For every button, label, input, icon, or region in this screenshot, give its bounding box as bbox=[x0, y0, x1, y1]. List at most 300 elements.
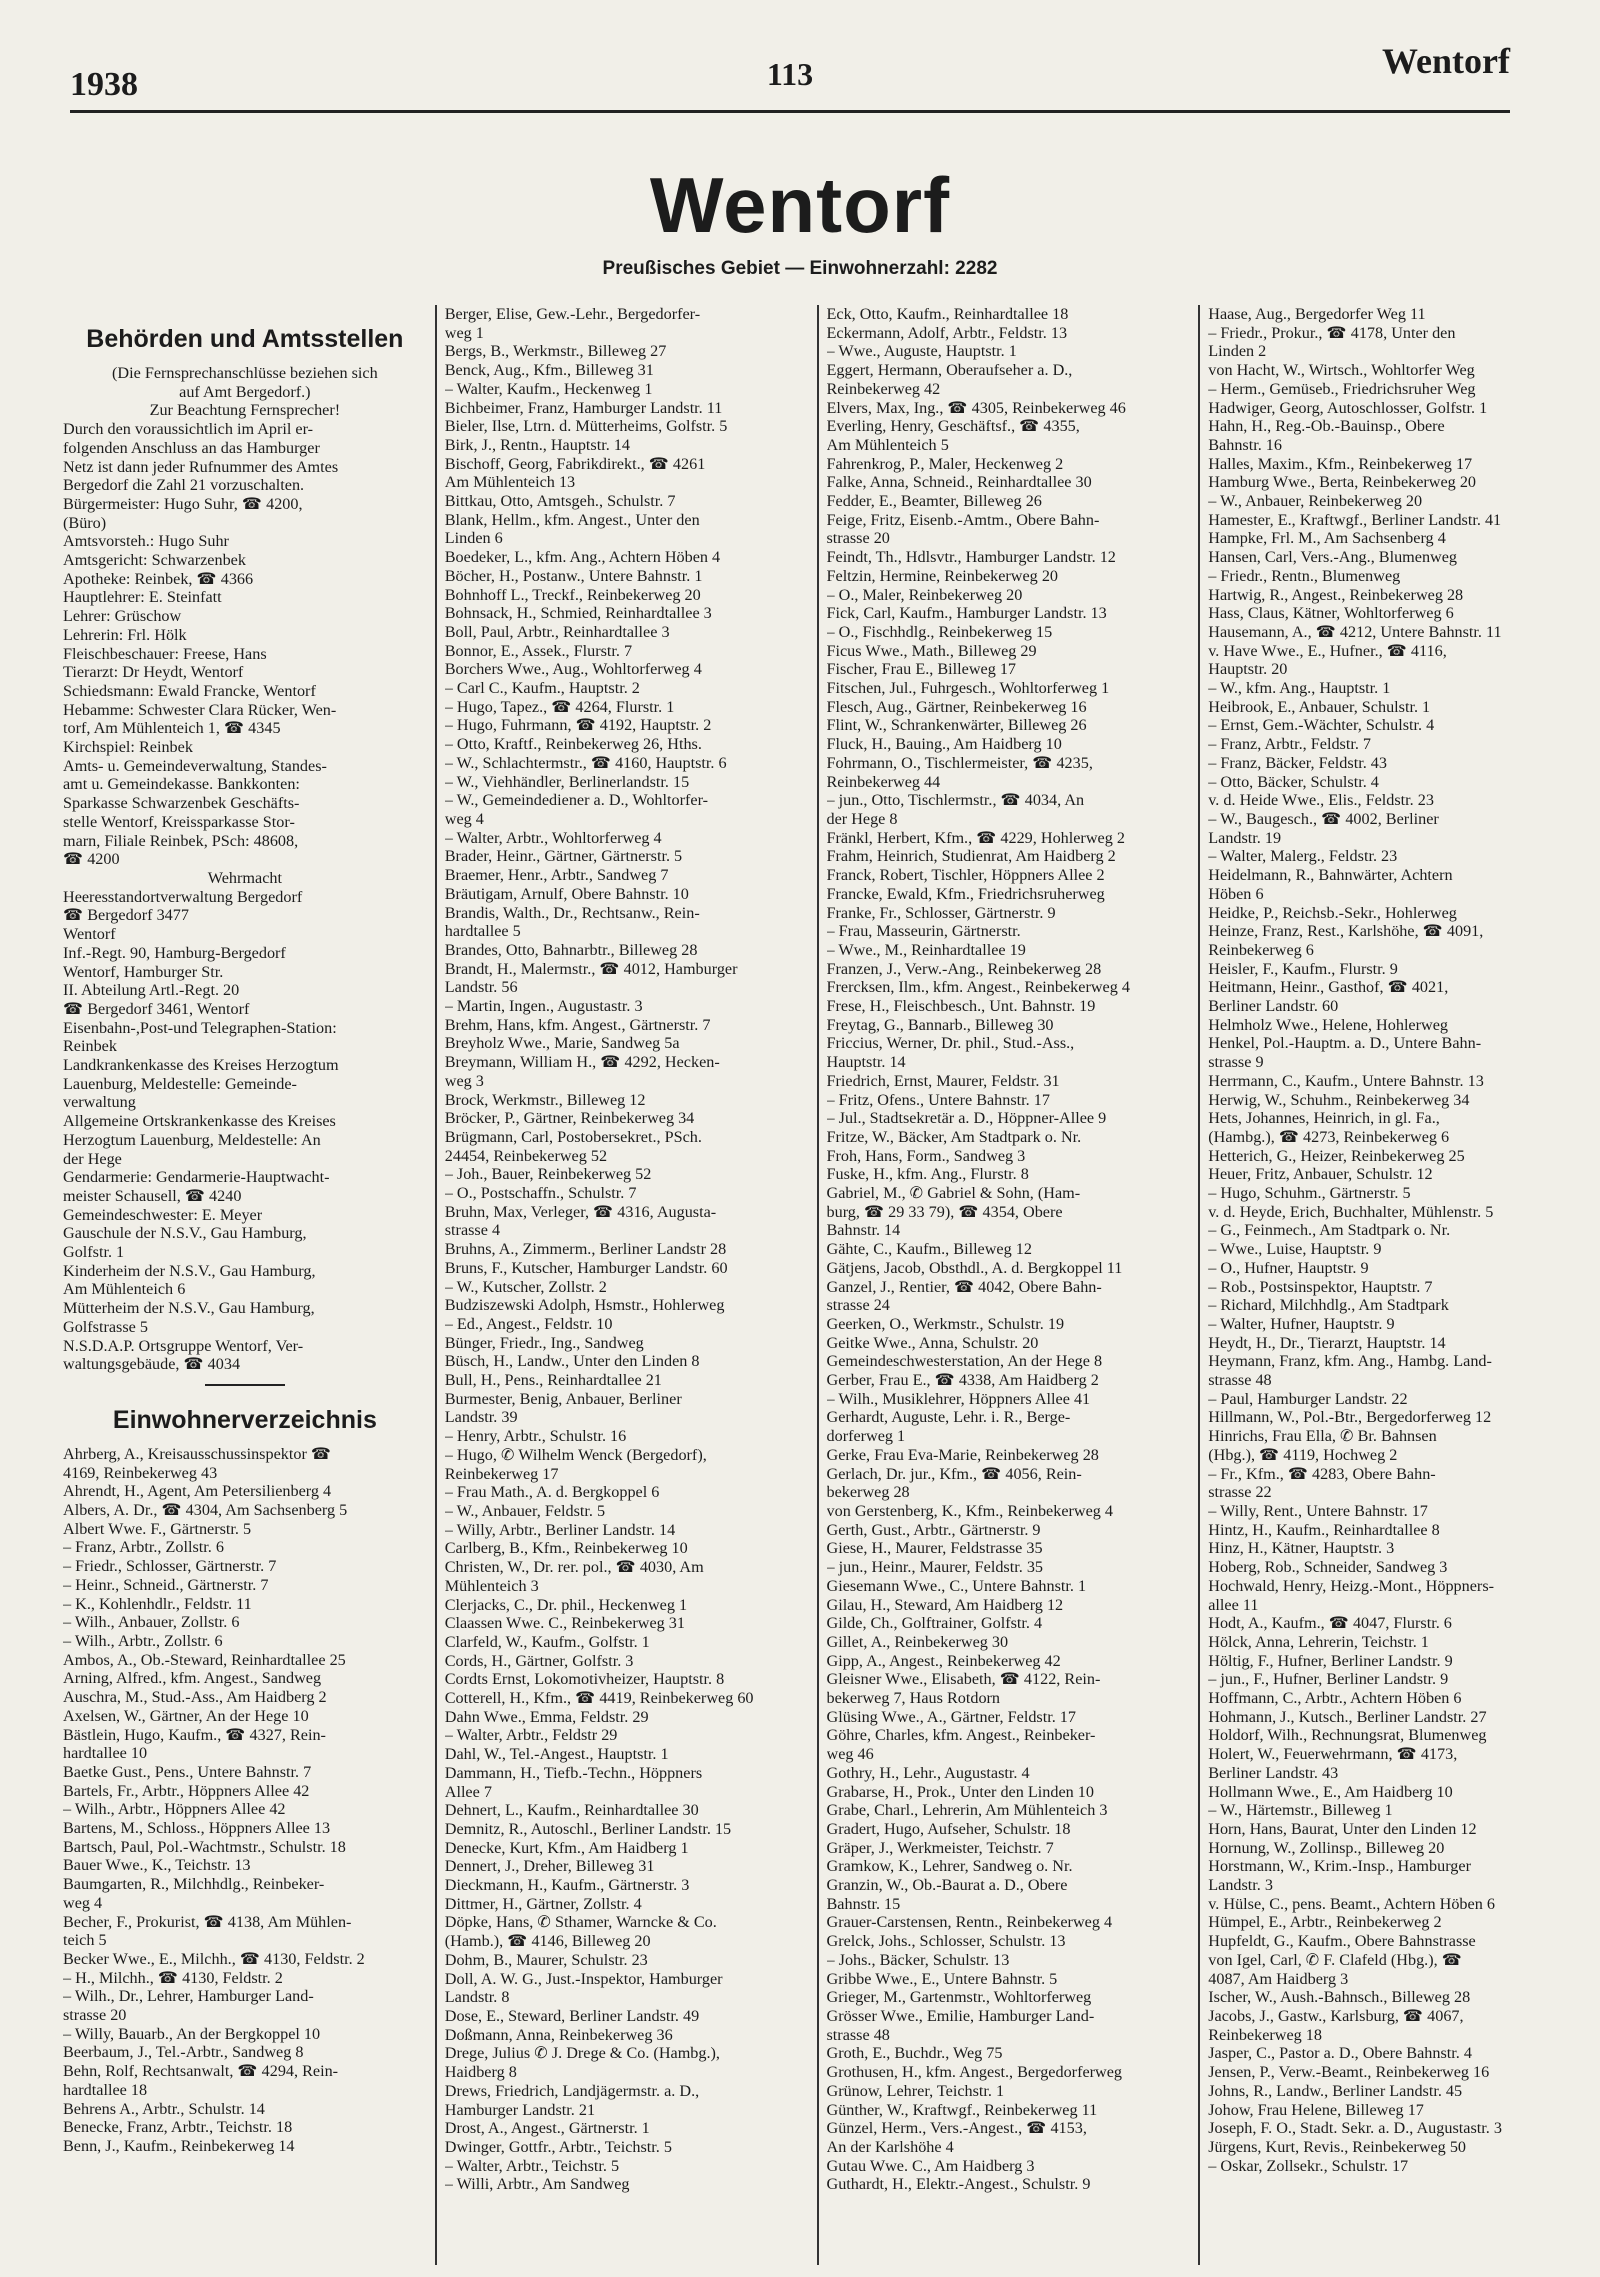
directory-entry-line: – Joh., Bauer, Reinbekerweg 52 bbox=[444, 1165, 652, 1184]
directory-entry-line: Brandes, Otto, Bahnarbtr., Billeweg 28 bbox=[444, 940, 698, 959]
directory-entry-line: Allee 7 bbox=[444, 1782, 492, 1801]
directory-entry-line: ☎ Bergedorf 3461, Wentorf bbox=[63, 999, 250, 1018]
directory-entry-line: Clerjacks, C., Dr. phil., Heckenweg 1 bbox=[444, 1595, 688, 1614]
directory-entry-line: Brehm, Hans, kfm. Angest., Gärtnerstr. 7 bbox=[444, 1015, 711, 1034]
directory-entry-line: Durch den voraussichtlich im April er- bbox=[63, 420, 314, 439]
directory-entry-line: Berliner Landstr. 60 bbox=[1208, 997, 1339, 1016]
directory-entry-line: Hebamme: Schwester Clara Rücker, Wen- bbox=[63, 700, 337, 719]
directory-entry-line: An der Karlshöhe 4 bbox=[826, 2137, 954, 2156]
directory-entry-line: Jürgens, Kurt, Revis., Reinbekerweg 50 bbox=[1208, 2137, 1467, 2156]
directory-entry-line: Horn, Hans, Baurat, Unter den Linden 12 bbox=[1208, 1819, 1477, 1838]
directory-entry-line: – Johs., Bäcker, Schulstr. 13 bbox=[826, 1950, 1010, 1969]
directory-entry-line: Döpke, Hans, ✆ Sthamer, Warncke & Co. bbox=[444, 1913, 717, 1932]
directory-entry-line: Berliner Landstr. 43 bbox=[1208, 1763, 1339, 1782]
directory-entry-line: Dohm, B., Maurer, Schulstr. 23 bbox=[444, 1950, 648, 1969]
directory-entry-line: Bahnstr. 16 bbox=[1208, 435, 1282, 454]
directory-entry-line: – Rob., Postsinspektor, Hauptstr. 7 bbox=[1208, 1277, 1433, 1296]
running-head bbox=[70, 40, 1510, 110]
directory-entry-line: Ficus Wwe., Math., Billeweg 29 bbox=[826, 641, 1037, 660]
directory-entry-line: Hausemann, A., ☎ 4212, Untere Bahnstr. 11 bbox=[1208, 622, 1502, 641]
directory-entry-line: strasse 48 bbox=[826, 2025, 890, 2044]
directory-entry-line: Glüsing Wwe., A., Gärtner, Feldstr. 17 bbox=[826, 1707, 1076, 1726]
directory-entry-line: Hansen, Carl, Vers.-Ang., Blumenweg bbox=[1208, 548, 1458, 567]
directory-entry-line: Hauptlehrer: E. Steinfatt bbox=[63, 588, 222, 607]
directory-entry-line: Bröcker, P., Gärtner, Reinbekerweg 34 bbox=[444, 1109, 695, 1128]
directory-entry-line: Benn, J., Kaufm., Reinbekerweg 14 bbox=[63, 2136, 295, 2155]
directory-entry-line: – W., Gemeindediener a. D., Wohltorfer- bbox=[444, 791, 709, 810]
directory-entry-line: Göhre, Charles, kfm. Angest., Reinbeker- bbox=[826, 1726, 1096, 1745]
directory-entry-line: Apotheke: Reinbek, ☎ 4366 bbox=[63, 569, 254, 588]
directory-entry-line: torf, Am Mühlenteich 1, ☎ 4345 bbox=[63, 719, 281, 738]
directory-entry-line: Becher, F., Prokurist, ☎ 4138, Am Mühlen- bbox=[63, 1912, 352, 1931]
directory-entry-line: auf Amt Bergedorf.) bbox=[179, 382, 311, 401]
directory-entry-line: Bruhns, A., Zimmerm., Berliner Landstr 28 bbox=[444, 1240, 727, 1259]
directory-entry-line: Baumgarten, R., Milchhdlg., Reinbeker- bbox=[63, 1875, 325, 1894]
directory-entry-line: Henkel, Pol.-Hauptm. a. D., Untere Bahn- bbox=[1208, 1034, 1482, 1053]
directory-entry-line: Freytag, G., Bannarb., Billeweg 30 bbox=[826, 1015, 1054, 1034]
directory-entry-line: von Hacht, W., Wirtsch., Wohltorfer Weg bbox=[1208, 361, 1475, 380]
directory-entry-line: Dose, E., Steward, Berliner Landstr. 49 bbox=[444, 2006, 700, 2025]
directory-entry-line: Schiedsmann: Ewald Francke, Wentorf bbox=[63, 681, 316, 700]
directory-entry-line: Kinderheim der N.S.V., Gau Hamburg, bbox=[63, 1261, 316, 1280]
directory-entry-line: Hölck, Anna, Lehrerin, Teichstr. 1 bbox=[1208, 1632, 1429, 1651]
directory-entry-line: dorferweg 1 bbox=[826, 1427, 906, 1446]
directory-entry-line: Bartels, Fr., Arbtr., Höppners Allee 42 bbox=[63, 1781, 310, 1800]
directory-entry-line: von Gerstenberg, K., Kfm., Reinbekerweg 4 bbox=[826, 1502, 1114, 1520]
directory-entry-line: Landstr. 39 bbox=[444, 1408, 518, 1427]
directory-entry-line: Hoffmann, C., Arbtr., Achtern Höben 6 bbox=[1208, 1689, 1462, 1708]
directory-entry-line: marn, Filiale Reinbek, PSch: 48608, bbox=[63, 831, 299, 850]
directory-entry-line: Christen, W., Dr. rer. pol., ☎ 4030, Am bbox=[444, 1558, 704, 1577]
directory-entry-line: Bartsch, Paul, Pol.-Wachtmstr., Schulstr. 18 bbox=[63, 1837, 346, 1856]
directory-entry-line: Gabriel, M., ✆ Gabriel & Sohn, (Ham- bbox=[826, 1184, 1081, 1203]
directory-entry-line: Cotterell, H., Kfm., ☎ 4419, Reinbekerweg 60 bbox=[444, 1689, 754, 1708]
directory-entry-line: bekerweg 28 bbox=[826, 1483, 910, 1502]
directory-entry-line: Reinbekerweg 17 bbox=[444, 1464, 559, 1483]
directory-entry-line: Cords, H., Gärtner, Golfstr. 3 bbox=[444, 1651, 634, 1670]
directory-entry-line: Falke, Anna, Schneid., Reinhardtallee 30 bbox=[826, 473, 1092, 492]
directory-entry-line: Friedrich, Ernst, Maurer, Feldstr. 31 bbox=[826, 1071, 1060, 1090]
directory-entry-line: Gerke, Frau Eva-Marie, Reinbekerweg 28 bbox=[826, 1445, 1099, 1464]
directory-entry-line: strasse 9 bbox=[1208, 1053, 1264, 1072]
directory-entry-line: Arning, Alfred., kfm. Angest., Sandweg bbox=[63, 1669, 322, 1688]
directory-entry-line: Eggert, Hermann, Oberaufseher a. D., bbox=[826, 361, 1073, 380]
directory-entry-line: weg 4 bbox=[444, 809, 484, 828]
directory-entry-line: Doll, A. W. G., Just.-Inspektor, Hamburger bbox=[444, 1969, 723, 1988]
directory-entry-line: Mühlenteich 3 bbox=[444, 1576, 539, 1595]
directory-entry-line: folgenden Anschluss an das Hamburger bbox=[63, 438, 320, 457]
directory-entry-line: Hoberg, Rob., Schneider, Sandweg 3 bbox=[1208, 1558, 1448, 1577]
directory-entry-line: Gutau Wwe. C., Am Haidberg 3 bbox=[826, 2156, 1035, 2175]
place-name: Wentorf bbox=[1382, 41, 1510, 81]
directory-entry-line: – Willy, Arbtr., Berliner Landstr. 14 bbox=[444, 1520, 676, 1539]
directory-entry-line: Brandis, Walth., Dr., Rechtsanw., Rein- bbox=[444, 903, 700, 922]
directory-entry-line: Gilde, Ch., Golftrainer, Golfstr. 4 bbox=[826, 1614, 1043, 1633]
directory-entry-line: Ischer, W., Aush.-Bahnsch., Billeweg 28 bbox=[1208, 1988, 1471, 2007]
directory-entry-line: Demnitz, R., Autoschl., Berliner Landstr. 15 bbox=[444, 1819, 732, 1838]
directory-entry-line: Grabarse, H., Prok., Unter den Linden 10 bbox=[826, 1782, 1094, 1801]
directory-entry-line: Heisler, F., Kaufm., Flurstr. 9 bbox=[1208, 959, 1398, 978]
directory-entry-line: Bünger, Friedr., Ing., Sandweg bbox=[444, 1333, 644, 1352]
directory-entry-line: Bergs, B., Werkmstr., Billeweg 27 bbox=[444, 342, 667, 361]
directory-entry-line: Clarfeld, W., Kaufm., Golfstr. 1 bbox=[444, 1632, 650, 1651]
directory-entry-line: strasse 4 bbox=[444, 1221, 501, 1240]
directory-entry-line: – Walter, Kaufm., Heckenweg 1 bbox=[444, 379, 653, 398]
directory-entry-line: Becker Wwe., E., Milchh., ☎ 4130, Feldstr. 2 bbox=[63, 1949, 365, 1968]
directory-entry-line: Claassen Wwe. C., Reinbekerweg 31 bbox=[444, 1614, 685, 1633]
directory-entry-line: Baetke Gust., Pens., Untere Bahnstr. 7 bbox=[63, 1762, 312, 1781]
directory-entry-line: Bästlein, Hugo, Kaufm., ☎ 4327, Rein- bbox=[63, 1725, 326, 1744]
directory-entry-line: Dammann, H., Tiefb.-Techn., Höppners bbox=[444, 1763, 703, 1782]
directory-entry-line: Ambos, A., Ob.-Steward, Reinhardtallee 25 bbox=[63, 1650, 346, 1669]
directory-entry-line: – W., Viehhändler, Berlinerlandstr. 15 bbox=[444, 772, 690, 791]
directory-entry-line: Francke, Ewald, Kfm., Friedrichsruherweg bbox=[826, 884, 1105, 903]
directory-entry-line: Bürgermeister: Hugo Suhr, ☎ 4200, bbox=[63, 494, 303, 513]
directory-entry-line: – Hugo, Fuhrmann, ☎ 4192, Hauptstr. 2 bbox=[444, 716, 712, 735]
directory-entry-line: Hohmann, J., Kutsch., Berliner Landstr. 27 bbox=[1208, 1707, 1487, 1726]
directory-entry-line: Berger, Elise, Gew.-Lehr., Bergedorfer- bbox=[444, 305, 701, 323]
directory-entry-line: Eck, Otto, Kaufm., Reinhardtallee 18 bbox=[826, 305, 1069, 323]
directory-entry-line: Heibrook, E., Anbauer, Schulstr. 1 bbox=[1208, 697, 1431, 716]
directory-entry-line: – jun., F., Hufner, Berliner Landstr. 9 bbox=[1208, 1670, 1449, 1689]
directory-entry-line: – Fritz, Ofens., Untere Bahnstr. 17 bbox=[826, 1090, 1050, 1109]
directory-entry-line: Herwig, W., Schuhm., Reinbekerweg 34 bbox=[1208, 1090, 1470, 1109]
directory-entry-line: Benecke, Franz, Arbtr., Teichstr. 18 bbox=[63, 2118, 293, 2137]
directory-columns bbox=[55, 305, 1580, 2265]
directory-entry-line: Hintz, H., Kaufm., Reinhardtallee 8 bbox=[1208, 1520, 1440, 1539]
directory-entry-line: Mütterheim der N.S.V., Gau Hamburg, bbox=[63, 1299, 315, 1318]
directory-entry-line: – Franz, Arbtr., Feldstr. 7 bbox=[1208, 735, 1372, 754]
directory-entry-line: Borchers Wwe., Aug., Wohltorferweg 4 bbox=[444, 660, 702, 679]
directory-entry-line: – Oskar, Zollsekr., Schulstr. 17 bbox=[1208, 2156, 1409, 2175]
directory-entry-line: Albert Wwe. F., Gärtnerstr. 5 bbox=[63, 1519, 252, 1538]
directory-entry-line: Gauschule der N.S.V., Gau Hamburg, bbox=[63, 1224, 307, 1243]
section-heading-residents: Einwohnerverzeichnis bbox=[112, 1405, 377, 1434]
directory-entry-line: Bittkau, Otto, Amtsgeh., Schulstr. 7 bbox=[444, 492, 676, 511]
directory-entry-line: Giese, H., Maurer, Feldstrasse 35 bbox=[826, 1539, 1043, 1558]
directory-entry-line: Drege, Julius ✆ J. Drege & Co. (Hambg.), bbox=[444, 2044, 720, 2063]
directory-entry-line: Bichbeimer, Franz, Hamburger Landstr. 11 bbox=[444, 398, 723, 417]
directory-entry-line: weg 46 bbox=[826, 1745, 874, 1764]
directory-entry-line: Herrmann, C., Kaufm., Untere Bahnstr. 13 bbox=[1208, 1071, 1484, 1090]
directory-entry-line: Elvers, Max, Ing., ☎ 4305, Reinbekerweg 46 bbox=[826, 398, 1126, 417]
directory-entry-line: Fitschen, Jul., Fuhrgesch., Wohltorferweg 1 bbox=[826, 679, 1110, 698]
directory-entry-line: Ahrendt, H., Agent, Am Petersilienberg 4 bbox=[63, 1482, 332, 1501]
directory-entry-line: – Ernst, Gem.-Wächter, Schulstr. 4 bbox=[1208, 716, 1435, 735]
directory-entry-line: – W., Anbauer, Feldstr. 5 bbox=[444, 1502, 606, 1520]
directory-entry-line: Hets, Johannes, Heinrich, in gl. Fa., bbox=[1208, 1109, 1440, 1128]
directory-entry-line: Hochwald, Henry, Heizg.-Mont., Höppners- bbox=[1208, 1576, 1495, 1595]
directory-entry-line: Hümpel, E., Arbtr., Reinbekerweg 2 bbox=[1208, 1913, 1442, 1932]
directory-entry-line: Golfstrasse 5 bbox=[63, 1317, 148, 1336]
directory-entry-line: Gillet, A., Reinbekerweg 30 bbox=[826, 1632, 1009, 1651]
directory-entry-line: der Hege bbox=[63, 1149, 122, 1168]
directory-entry-line: Heydt, H., Dr., Tierarzt, Hauptstr. 14 bbox=[1208, 1333, 1446, 1352]
directory-entry-line: Frercksen, Ilm., kfm. Angest., Reinbekerweg 4 bbox=[826, 978, 1130, 997]
directory-entry-line: – W., kfm. Ang., Hauptstr. 1 bbox=[1208, 679, 1391, 698]
directory-entry-line: Budziszewski Adolph, Hsmstr., Hohlerweg bbox=[444, 1296, 725, 1315]
directory-entry-line: Helmholz Wwe., Helene, Hohlerweg bbox=[1208, 1015, 1448, 1034]
directory-entry-line: Linden 6 bbox=[444, 529, 503, 548]
directory-entry-line: v. d. Heide Wwe., Elis., Feldstr. 23 bbox=[1208, 791, 1434, 810]
directory-entry-line: – Friedr., Schlosser, Gärtnerstr. 7 bbox=[63, 1557, 277, 1576]
directory-entry-line: Hornung, W., Zollinsp., Billeweg 20 bbox=[1208, 1838, 1445, 1857]
directory-entry-line: Benck, Aug., Kfm., Billeweg 31 bbox=[444, 361, 654, 380]
directory-entry-line: – Franz, Bäcker, Feldstr. 43 bbox=[1208, 753, 1387, 772]
directory-entry-line: ☎ 4200 bbox=[63, 850, 120, 869]
directory-entry-line: – Willy, Rent., Untere Bahnstr. 17 bbox=[1208, 1502, 1428, 1520]
directory-entry-line: (Hambg.), ☎ 4273, Reinbekerweg 6 bbox=[1208, 1127, 1450, 1146]
directory-entry-line: Birk, J., Rentn., Hauptstr. 14 bbox=[444, 435, 631, 454]
directory-entry-line: Hollmann Wwe., E., Am Haidberg 10 bbox=[1208, 1782, 1453, 1801]
directory-entry-line: Am Mühlenteich 13 bbox=[444, 473, 576, 492]
directory-entry-line: Cordts Ernst, Lokomotivheizer, Hauptstr. 8 bbox=[444, 1670, 725, 1689]
directory-entry-line: – W., Anbauer, Reinbekerweg 20 bbox=[1208, 492, 1423, 511]
directory-entry-line: Bull, H., Pens., Reinhardtallee 21 bbox=[444, 1371, 662, 1390]
directory-entry-line: Bruhn, Max, Verleger, ☎ 4316, Augusta- bbox=[444, 1202, 717, 1221]
directory-entry-line: strasse 24 bbox=[826, 1296, 890, 1315]
directory-entry-line: Böcher, H., Postanw., Untere Bahnstr. 1 bbox=[444, 566, 703, 585]
directory-entry-line: Holdorf, Wilh., Rechnungsrat, Blumenweg bbox=[1208, 1726, 1487, 1745]
directory-entry-line: Heeresstandortverwaltung Bergedorf bbox=[63, 887, 303, 906]
directory-entry-line: weg 4 bbox=[63, 1893, 103, 1912]
directory-entry-line: – Hugo, Schuhm., Gärtnerstr. 5 bbox=[1208, 1184, 1411, 1203]
directory-entry-line: Fritze, W., Bäcker, Am Stadtpark o. Nr. bbox=[826, 1127, 1082, 1146]
directory-entry-line: Friccius, Werner, Dr. phil., Stud.-Ass., bbox=[826, 1034, 1075, 1053]
directory-entry-line: Flint, W., Schrankenwärter, Billeweg 26 bbox=[826, 716, 1087, 735]
directory-entry-line: Sparkasse Schwarzenbek Geschäfts- bbox=[63, 794, 300, 813]
directory-entry-line: Günzel, Herm., Vers.-Angest., ☎ 4153, bbox=[826, 2119, 1087, 2138]
directory-entry-line: Kirchspiel: Reinbek bbox=[63, 738, 193, 757]
directory-entry-line: Dieckmann, H., Kaufm., Gärtnerstr. 3 bbox=[444, 1876, 690, 1895]
directory-entry-line: – G., Feinmech., Am Stadtpark o. Nr. bbox=[1208, 1221, 1451, 1240]
directory-entry-line: Gähte, C., Kaufm., Billeweg 12 bbox=[826, 1240, 1032, 1259]
directory-entry-line: Doßmann, Anna, Reinbekerweg 36 bbox=[444, 2025, 673, 2044]
directory-entry-line: – Friedr., Rentn., Blumenweg bbox=[1208, 566, 1401, 585]
directory-entry-line: teich 5 bbox=[63, 1931, 107, 1950]
directory-entry-line: Heidke, P., Reichsb.-Sekr., Hohlerweg bbox=[1208, 903, 1457, 922]
directory-entry-line: – O., Fischhdlg., Reinbekerweg 15 bbox=[826, 622, 1053, 641]
directory-entry-line: Feltzin, Hermine, Reinbekerweg 20 bbox=[826, 566, 1059, 585]
directory-entry-line: – Herm., Gemüseb., Friedrichsruher Weg bbox=[1208, 379, 1476, 398]
section-heading-authorities: Behörden und Amtsstellen bbox=[86, 325, 404, 353]
directory-entry-line: Fuske, H., kfm. Ang., Flurstr. 8 bbox=[826, 1165, 1029, 1184]
directory-entry-line: Blank, Hellm., kfm. Angest., Unter den bbox=[444, 510, 700, 529]
directory-entry-line: – Paul, Hamburger Landstr. 22 bbox=[1208, 1389, 1408, 1408]
directory-entry-line: – Henry, Arbtr., Schulstr. 16 bbox=[444, 1427, 627, 1446]
directory-entry-line: Gradert, Hugo, Aufseher, Schulstr. 18 bbox=[826, 1819, 1071, 1838]
directory-entry-line: – Jul., Stadtsekretär a. D., Höppner-Allee 9 bbox=[826, 1109, 1107, 1128]
directory-entry-line: Wehrmacht bbox=[207, 868, 282, 887]
directory-entry-line: ☎ Bergedorf 3477 bbox=[63, 906, 189, 925]
directory-entry-line: Granzin, W., Ob.-Baurat a. D., Obere bbox=[826, 1876, 1068, 1895]
page-number: 113 bbox=[766, 56, 814, 92]
directory-entry-line: Grösser Wwe., Emilie, Hamburger Land- bbox=[826, 2006, 1095, 2025]
directory-entry-line: Amtsvorsteh.: Hugo Suhr bbox=[63, 532, 229, 551]
directory-entry-line: v. d. Heyde, Erich, Buchhalter, Mühlenstr. 5 bbox=[1208, 1202, 1494, 1221]
directory-entry-line: hardtallee 10 bbox=[63, 1744, 148, 1763]
directory-entry-line: Hupfeldt, G., Kaufm., Obere Bahnstrasse bbox=[1208, 1932, 1476, 1951]
directory-entry-line: Haidberg 8 bbox=[444, 2063, 517, 2082]
directory-entry-line: Reinbekerweg 44 bbox=[826, 772, 941, 791]
directory-entry-line: Geerken, O., Werkmstr., Schulstr. 19 bbox=[826, 1314, 1065, 1333]
column-3 bbox=[817, 305, 1199, 2265]
directory-entry-line: Fischer, Frau E., Billeweg 17 bbox=[826, 660, 1017, 679]
directory-entry-line: Tierarzt: Dr Heydt, Wentorf bbox=[63, 663, 244, 682]
directory-entry-line: Grieger, M., Gartenmstr., Wohltorferweg bbox=[826, 1988, 1092, 2007]
directory-entry-line: Flesch, Aug., Gärtner, Reinbekerweg 16 bbox=[826, 697, 1087, 716]
directory-entry-line: Gramkow, K., Lehrer, Sandweg o. Nr. bbox=[826, 1857, 1073, 1876]
directory-entry-line: – Fr., Kfm., ☎ 4283, Obere Bahn- bbox=[1208, 1464, 1436, 1483]
directory-entry-line: (Hbg.), ☎ 4119, Hochweg 2 bbox=[1208, 1445, 1398, 1464]
directory-entry-line: Landstr. 19 bbox=[1208, 828, 1282, 847]
column-2 bbox=[435, 305, 817, 2265]
directory-entry-line: Amts- u. Gemeindeverwaltung, Standes- bbox=[63, 756, 327, 775]
directory-entry-line: Breyholz Wwe., Marie, Sandweg 5a bbox=[444, 1034, 680, 1053]
directory-entry-line: – Otto, Bäcker, Schulstr. 4 bbox=[1208, 772, 1379, 791]
directory-entry-line: Hamburger Landstr. 21 bbox=[444, 2100, 596, 2119]
directory-entry-line: Franke, Fr., Schlosser, Gärtnerstr. 9 bbox=[826, 903, 1056, 922]
directory-entry-line: II. Abteilung Artl.-Regt. 20 bbox=[63, 981, 240, 1000]
directory-entry-line: – Wilh., Musiklehrer, Höppners Allee 41 bbox=[826, 1389, 1091, 1408]
directory-entry-line: Amtsgericht: Schwarzenbek bbox=[63, 551, 246, 570]
directory-entry-line: Höltig, F., Hufner, Berliner Landstr. 9 bbox=[1208, 1651, 1453, 1670]
year: 1938 bbox=[70, 66, 138, 103]
directory-entry-line: (Büro) bbox=[63, 513, 107, 532]
directory-entry-line: Heymann, Franz, kfm. Ang., Hambg. Land- bbox=[1208, 1352, 1492, 1371]
directory-entry-line: Gätjens, Jacob, Obsthdl., A. d. Bergkoppel 11 bbox=[826, 1258, 1123, 1277]
directory-entry-line: Boedeker, L., kfm. Ang., Achtern Höben 4 bbox=[444, 548, 721, 567]
directory-entry-line: Gilau, H., Steward, Am Haidberg 12 bbox=[826, 1595, 1064, 1614]
directory-entry-line: hardtallee 5 bbox=[444, 922, 521, 941]
directory-entry-line: strasse 48 bbox=[1208, 1371, 1272, 1390]
directory-entry-line: Axelsen, W., Gärtner, An der Hege 10 bbox=[63, 1706, 309, 1725]
directory-entry-line: – Walter, Arbtr., Wohltorferweg 4 bbox=[444, 828, 662, 847]
directory-entry-line: – Walter, Arbtr., Feldstr 29 bbox=[444, 1726, 618, 1745]
directory-entry-line: Reinbekerweg 18 bbox=[1208, 2025, 1322, 2044]
directory-entry-line: Bräutigam, Arnulf, Obere Bahnstr. 10 bbox=[444, 884, 689, 903]
directory-entry-line: allee 11 bbox=[1208, 1595, 1259, 1614]
directory-entry-line: Franzen, J., Verw.-Ang., Reinbekerweg 28 bbox=[826, 959, 1102, 978]
directory-entry-line: Boll, Paul, Arbtr., Reinhardtallee 3 bbox=[444, 622, 670, 641]
directory-entry-line: Beerbaum, J., Tel.-Arbtr., Sandweg 8 bbox=[63, 2043, 304, 2062]
directory-entry-line: Hass, Claus, Kätner, Wohltorferweg 6 bbox=[1208, 604, 1454, 623]
directory-entry-line: Am Mühlenteich 6 bbox=[63, 1280, 186, 1299]
directory-entry-line: Gerlach, Dr. jur., Kfm., ☎ 4056, Rein- bbox=[826, 1464, 1082, 1483]
directory-entry-line: Landstr. 8 bbox=[444, 1988, 510, 2007]
directory-entry-line: Bischoff, Georg, Fabrikdirekt., ☎ 4261 bbox=[444, 454, 706, 473]
directory-entry-line: – H., Milchh., ☎ 4130, Feldstr. 2 bbox=[63, 1968, 283, 1987]
directory-entry-line: Bohnhoff L., Treckf., Reinbekerweg 20 bbox=[444, 585, 701, 604]
page-title: Wentorf bbox=[649, 161, 951, 249]
directory-entry-line: Grelck, Johs., Schlosser, Schulstr. 13 bbox=[826, 1932, 1066, 1951]
directory-entry-line: Bergedorf die Zahl 21 vorzuschalten. bbox=[63, 476, 305, 495]
directory-entry-line: – O., Maler, Reinbekerweg 20 bbox=[826, 585, 1023, 604]
directory-entry-line: – Martin, Ingen., Augustastr. 3 bbox=[444, 997, 643, 1016]
directory-entry-line: – Richard, Milchhdlg., Am Stadtpark bbox=[1208, 1296, 1449, 1315]
directory-entry-line: Denecke, Kurt, Kfm., Am Haidberg 1 bbox=[444, 1838, 689, 1857]
directory-entry-line: Zur Beachtung Fernsprecher! bbox=[149, 401, 341, 420]
directory-entry-line: – O., Hufner, Hauptstr. 9 bbox=[1208, 1258, 1369, 1277]
directory-entry-line: Dittmer, H., Gärtner, Zollstr. 4 bbox=[444, 1894, 642, 1913]
page-subtitle: Preußisches Gebiet — Einwohnerzahl: 2282 bbox=[602, 258, 998, 279]
directory-entry-line: Fränkl, Herbert, Kfm., ☎ 4229, Hohlerweg 2 bbox=[826, 828, 1125, 847]
directory-entry-line: Heidelmann, R., Bahnwärter, Achtern bbox=[1208, 866, 1453, 885]
directory-entry-line: Hillmann, W., Pol.-Btr., Bergedorferweg 12 bbox=[1208, 1408, 1492, 1427]
directory-entry-line: Hauptstr. 20 bbox=[1208, 660, 1288, 679]
directory-entry-line: Landkrankenkasse des Kreises Herzogtum bbox=[63, 1056, 339, 1075]
directory-entry-line: weg 3 bbox=[444, 1071, 484, 1090]
directory-entry-line: – W., Härtemstr., Billeweg 1 bbox=[1208, 1801, 1393, 1820]
directory-entry-line: Braemer, Henr., Arbtr., Sandweg 7 bbox=[444, 866, 669, 885]
directory-entry-line: – Franz, Arbtr., Zollstr. 6 bbox=[63, 1538, 224, 1557]
directory-entry-line: Giesemann Wwe., C., Untere Bahnstr. 1 bbox=[826, 1576, 1087, 1595]
directory-entry-line: von Igel, Carl, ✆ F. Clafeld (Hbg.), ☎ bbox=[1208, 1950, 1462, 1969]
directory-entry-line: Carlberg, B., Kfm., Reinbekerweg 10 bbox=[444, 1539, 688, 1558]
directory-entry-line: – Frau Math., A. d. Bergkoppel 6 bbox=[444, 1483, 660, 1502]
directory-entry-line: Behrens A., Arbtr., Schulstr. 14 bbox=[63, 2099, 265, 2118]
directory-entry-line: Wentorf, Hamburger Str. bbox=[63, 962, 224, 981]
directory-entry-line: – Wilh., Arbtr., Höppners Allee 42 bbox=[63, 1800, 286, 1819]
directory-entry-line: Gräper, J., Werkmeister, Teichstr. 7 bbox=[826, 1838, 1054, 1857]
directory-entry-line: – jun., Heinr., Maurer, Feldstr. 35 bbox=[826, 1558, 1044, 1577]
directory-entry-line: – W., Baugesch., ☎ 4002, Berliner bbox=[1208, 809, 1439, 828]
directory-entry-line: Gleisner Wwe., Elisabeth, ☎ 4122, Rein- bbox=[826, 1670, 1101, 1689]
directory-entry-line: Hauptstr. 14 bbox=[826, 1053, 906, 1072]
directory-entry-line: – Hugo, Tapez., ☎ 4264, Flurstr. 1 bbox=[444, 697, 675, 716]
directory-entry-line: – Frau, Masseurin, Gärtnerstr. bbox=[826, 922, 1021, 941]
directory-entry-line: strasse 20 bbox=[63, 2006, 127, 2025]
directory-entry-line: Lehrerin: Frl. Hölk bbox=[63, 625, 187, 644]
directory-entry-line: Brader, Heinr., Gärtner, Gärtnerstr. 5 bbox=[444, 847, 683, 866]
directory-entry-line: 4169, Reinbekerweg 43 bbox=[63, 1463, 218, 1482]
directory-entry-line: Gribbe Wwe., E., Untere Bahnstr. 5 bbox=[826, 1969, 1058, 1988]
directory-entry-line: Heitmann, Heinr., Gasthof, ☎ 4021, bbox=[1208, 978, 1449, 997]
directory-entry-line: Froh, Hans, Form., Sandweg 3 bbox=[826, 1146, 1026, 1165]
directory-entry-line: Golfstr. 1 bbox=[63, 1243, 125, 1262]
directory-entry-line: strasse 20 bbox=[826, 529, 890, 548]
directory-entry-line: – W., Kutscher, Zollstr. 2 bbox=[444, 1277, 607, 1296]
directory-entry-line: Hamburg Wwe., Berta, Reinbekerweg 20 bbox=[1208, 473, 1477, 492]
directory-entry-line: stelle Wentorf, Kreissparkasse Stor- bbox=[63, 812, 295, 831]
directory-entry-line: Hampke, Frl. M., Am Sachsenberg 4 bbox=[1208, 529, 1446, 548]
directory-entry-line: Drews, Friedrich, Landjägermstr. a. D., bbox=[444, 2081, 700, 2100]
directory-entry-line: Hahn, H., Reg.-Ob.-Bauinsp., Obere bbox=[1208, 417, 1445, 436]
header-rule bbox=[70, 110, 1510, 113]
directory-entry-line: Horstmann, W., Krim.-Insp., Hamburger bbox=[1208, 1857, 1471, 1876]
directory-entry-line: – Friedr., Prokur., ☎ 4178, Unter den bbox=[1208, 323, 1456, 342]
directory-entry-line: Johns, R., Landw., Berliner Landstr. 45 bbox=[1208, 2081, 1463, 2100]
directory-entry-line: Bahnstr. 14 bbox=[826, 1221, 901, 1240]
directory-entry-line: Jasper, C., Pastor a. D., Obere Bahnstr. 4 bbox=[1208, 2044, 1472, 2063]
directory-entry-line: Grauer-Carstensen, Rentn., Reinbekerweg 4 bbox=[826, 1913, 1113, 1932]
directory-entry-line: Linden 2 bbox=[1208, 342, 1267, 361]
directory-entry-line: N.S.D.A.P. Ortsgruppe Wentorf, Ver- bbox=[63, 1336, 304, 1355]
directory-entry-line: Am Mühlenteich 5 bbox=[826, 435, 949, 454]
directory-entry-line: Breymann, William H., ☎ 4292, Hecken- bbox=[444, 1053, 720, 1072]
directory-entry-line: Frese, H., Fleischbesch., Unt. Bahnstr. 19 bbox=[826, 997, 1096, 1016]
directory-entry-line: Everling, Henry, Geschäftsf., ☎ 4355, bbox=[826, 417, 1080, 436]
directory-entry-line: Grünow, Lehrer, Teichstr. 1 bbox=[826, 2081, 1005, 2100]
directory-entry-line: – Wwe., M., Reinhardtallee 19 bbox=[826, 940, 1026, 959]
directory-entry-line: (Hamb.), ☎ 4146, Billeweg 20 bbox=[444, 1932, 651, 1951]
directory-entry-line: – Wwe., Auguste, Hauptstr. 1 bbox=[826, 342, 1017, 361]
directory-entry-line: Fleischbeschauer: Freese, Hans bbox=[63, 644, 267, 663]
directory-entry-line: Joseph, F. O., Stadt. Sekr. a. D., Augustastr. 3 bbox=[1208, 2119, 1502, 2138]
directory-entry-line: Landstr. 3 bbox=[1208, 1876, 1273, 1895]
column-1 bbox=[55, 305, 435, 2265]
directory-entry-line: Fahrenkrog, P., Maler, Heckenweg 2 bbox=[826, 454, 1064, 473]
